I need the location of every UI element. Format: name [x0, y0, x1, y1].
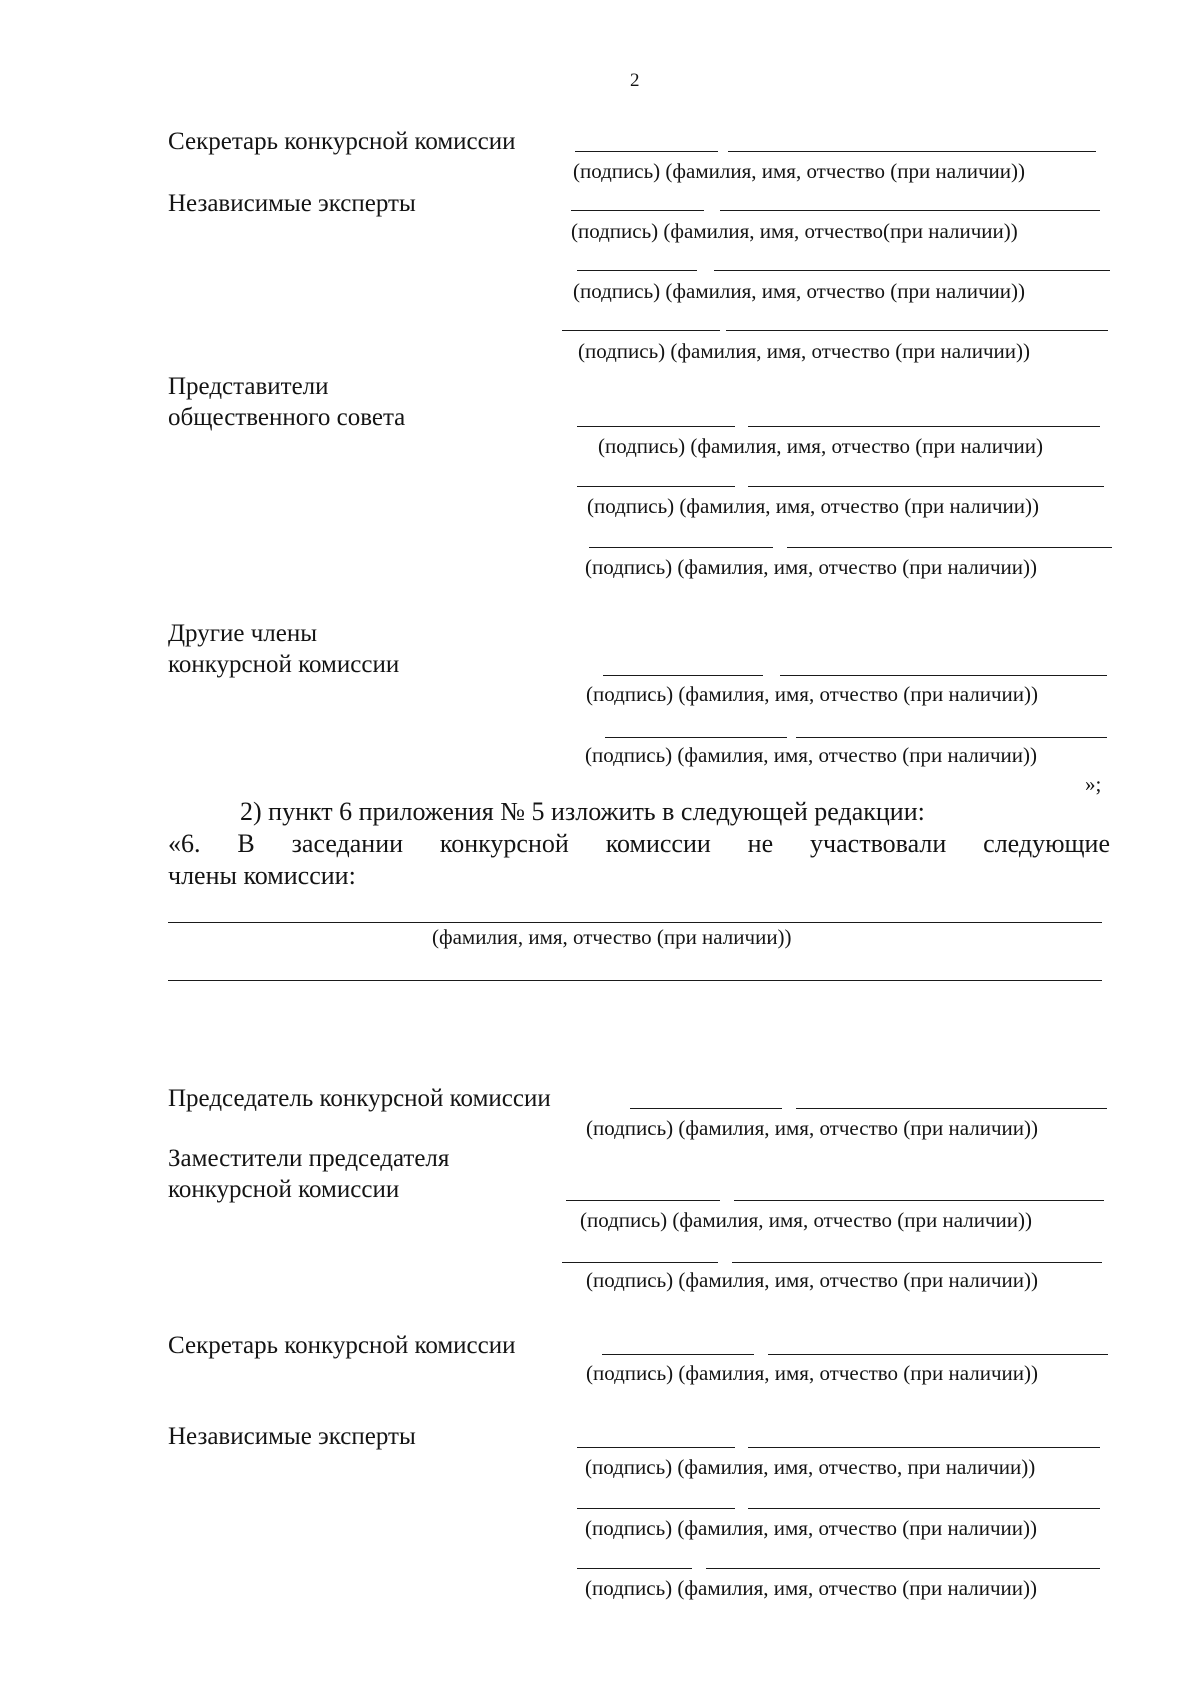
- signature-caption: (подпись) (фамилия, имя, отчество (при наличии)): [586, 682, 1038, 706]
- name-line: [768, 1354, 1108, 1355]
- public-council-label: Представители: [168, 373, 329, 400]
- signature-caption: (подпись) (фамилия, имя, отчество(при наличии)): [571, 219, 1018, 243]
- name-line: [706, 1568, 1100, 1569]
- name-line: [732, 1262, 1102, 1263]
- name-line: [787, 547, 1112, 548]
- signature-line: [602, 1354, 754, 1355]
- signature-caption: (подпись) (фамилия, имя, отчество (при наличии)): [580, 1208, 1032, 1232]
- deputies-label: конкурсной комиссии: [168, 1176, 400, 1203]
- signature-line: [589, 547, 773, 548]
- signature-line: [562, 1262, 718, 1263]
- name-line: [720, 210, 1100, 211]
- chairman-label: Председатель конкурсной комиссии: [168, 1085, 551, 1112]
- name-line: [796, 737, 1107, 738]
- signature-caption: (подпись) (фамилия, имя, отчество (при наличии)): [585, 743, 1037, 767]
- signature-line: [562, 330, 720, 331]
- amendment-paragraph: члены комиссии:: [168, 861, 356, 890]
- signature-line: [605, 737, 787, 738]
- signature-line: [577, 486, 735, 487]
- deputies-label: Заместители председателя: [168, 1145, 450, 1172]
- name-line: [748, 486, 1104, 487]
- signature-line: [603, 675, 763, 676]
- name-line: [728, 151, 1096, 152]
- signature-line: [571, 210, 704, 211]
- signature-line: [630, 1108, 782, 1109]
- signature-line: [577, 1568, 692, 1569]
- public-council-label: общественного совета: [168, 404, 406, 431]
- signature-caption: (подпись) (фамилия, имя, отчество (при наличии)): [585, 1576, 1037, 1600]
- secretary-label: Секретарь конкурсной комиссии: [168, 128, 516, 155]
- other-members-label: Другие члены: [168, 620, 318, 647]
- name-line: [780, 675, 1107, 676]
- signature-line: [566, 1200, 720, 1201]
- amendment-paragraph: «6. В заседании конкурсной комиссии не участвовали следующие: [168, 829, 1110, 858]
- signature-caption: (подпись) (фамилия, имя, отчество, при наличии)): [585, 1455, 1036, 1479]
- experts-label: Независимые эксперты: [168, 1423, 416, 1450]
- name-line: [726, 330, 1108, 331]
- signature-caption: (подпись) (фамилия, имя, отчество (при наличии)): [578, 339, 1030, 363]
- signature-caption: (подпись) (фамилия, имя, отчество (при наличии)): [586, 1268, 1038, 1292]
- signature-caption: (подпись) (фамилия, имя, отчество (при наличии): [598, 434, 1043, 458]
- signature-caption: (подпись) (фамилия, имя, отчество (при наличии)): [586, 1116, 1038, 1140]
- other-members-label: конкурсной комиссии: [168, 651, 400, 678]
- signature-caption: (подпись) (фамилия, имя, отчество (при наличии)): [573, 159, 1025, 183]
- name-line: [168, 980, 1102, 981]
- page-number: 2: [630, 70, 640, 91]
- signature-caption: (подпись) (фамилия, имя, отчество (при наличии)): [585, 555, 1037, 579]
- secretary-label: Секретарь конкурсной комиссии: [168, 1332, 516, 1359]
- closing-quote: »;: [1085, 772, 1102, 796]
- name-line: [748, 1447, 1100, 1448]
- name-line: [168, 922, 1102, 923]
- signature-line: [577, 1508, 735, 1509]
- signature-line: [577, 426, 735, 427]
- name-line: [748, 1508, 1100, 1509]
- name-line: [748, 426, 1100, 427]
- name-line: [734, 1200, 1104, 1201]
- amendment-item: 2) пункт 6 приложения № 5 изложить в следующей редакции:: [240, 797, 925, 826]
- signature-caption: (подпись) (фамилия, имя, отчество (при наличии)): [585, 1516, 1037, 1540]
- name-line: [714, 270, 1110, 271]
- name-caption: (фамилия, имя, отчество (при наличии)): [432, 925, 792, 949]
- signature-line: [577, 270, 697, 271]
- signature-line: [575, 151, 718, 152]
- signature-line: [577, 1447, 735, 1448]
- signature-caption: (подпись) (фамилия, имя, отчество (при наличии)): [573, 279, 1025, 303]
- signature-caption: (подпись) (фамилия, имя, отчество (при наличии)): [586, 1361, 1038, 1385]
- experts-label: Независимые эксперты: [168, 190, 416, 217]
- signature-caption: (подпись) (фамилия, имя, отчество (при наличии)): [587, 494, 1039, 518]
- name-line: [796, 1108, 1107, 1109]
